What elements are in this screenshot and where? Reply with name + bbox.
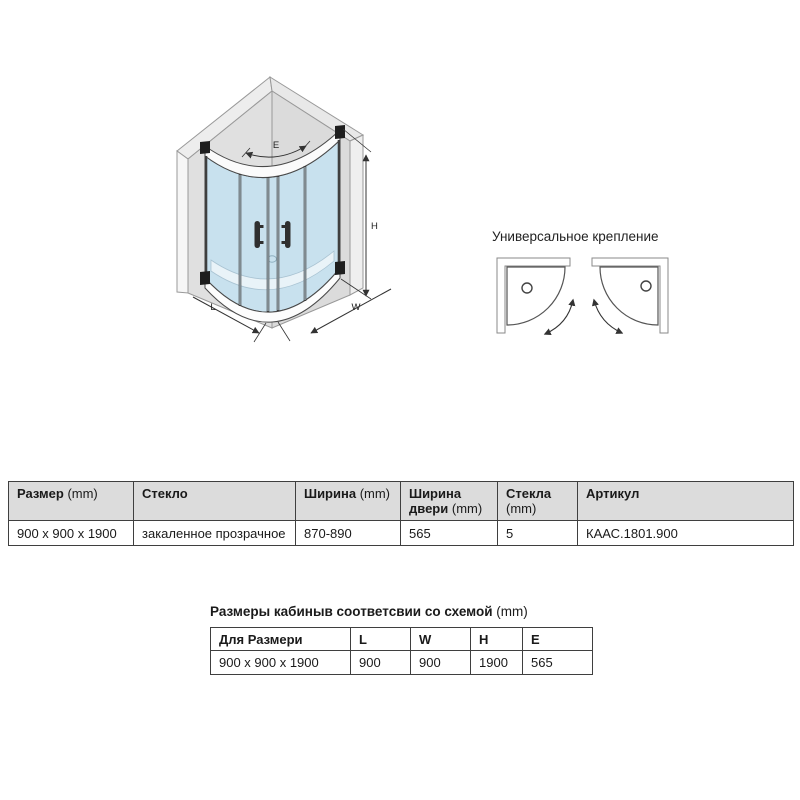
left-door-handle xyxy=(255,221,261,248)
spec-header-width: Ширина (mm) xyxy=(296,482,401,521)
mounting-title: Универсальное крепление xyxy=(492,229,659,244)
spec-glass-thickness-value: 5 xyxy=(498,521,578,546)
dim-label-l: L xyxy=(210,302,216,313)
spec-header-size: Размер (mm) xyxy=(9,482,134,521)
mounting-left-version xyxy=(497,258,573,334)
dims-header-w: W xyxy=(411,628,471,651)
dim-label-w: W xyxy=(351,302,361,313)
spec-data-row xyxy=(9,521,794,546)
mounting-diagrams xyxy=(488,250,688,345)
dims-l-value: 900 xyxy=(351,651,411,675)
cabin-plan-left xyxy=(507,267,565,325)
cabin-plan-right xyxy=(600,267,658,325)
dims-header-e: E xyxy=(523,628,593,651)
spec-door-width-value: 565 xyxy=(401,521,498,546)
spec-header-door-width: Ширина двери (mm) xyxy=(401,482,498,521)
right-door-handle xyxy=(285,221,291,248)
dims-h-value: 1900 xyxy=(471,651,523,675)
spec-table xyxy=(8,481,794,546)
spec-width-value: 870-890 xyxy=(296,521,401,546)
dims-header-h: H xyxy=(471,628,523,651)
right-wall-edge xyxy=(350,135,363,295)
dim-label-e: E xyxy=(272,140,280,151)
spec-header-glass-thickness: Стекла (mm) xyxy=(498,482,578,521)
spec-header-article: Артикул xyxy=(578,482,794,521)
spec-header-glass: Стекло xyxy=(134,482,296,521)
shower-cabin-drawing xyxy=(150,60,410,360)
mounting-right-version xyxy=(592,258,668,333)
dims-table-title: Размеры кабиныв соответсвии со схемой (mm) xyxy=(210,604,528,619)
column-symbol-left xyxy=(522,283,532,293)
spec-size-value: 900 x 900 x 1900 xyxy=(9,521,134,546)
dims-data-row xyxy=(211,651,593,675)
dims-table xyxy=(210,627,593,675)
dim-label-h: H xyxy=(371,221,378,232)
dims-size-value: 900 x 900 x 1900 xyxy=(211,651,351,675)
dims-w-value: 900 xyxy=(411,651,471,675)
spec-header-row xyxy=(9,482,794,521)
dims-header-l: L xyxy=(351,628,411,651)
dims-e-value: 565 xyxy=(523,651,593,675)
dims-header-row xyxy=(211,628,593,651)
column-symbol-right xyxy=(641,281,651,291)
spec-article-value: КААС.1801.900 xyxy=(578,521,794,546)
left-wall-edge xyxy=(177,151,188,293)
spec-glass-value: закаленное прозрачное xyxy=(134,521,296,546)
dims-header-for-size: Для Размери xyxy=(211,628,351,651)
